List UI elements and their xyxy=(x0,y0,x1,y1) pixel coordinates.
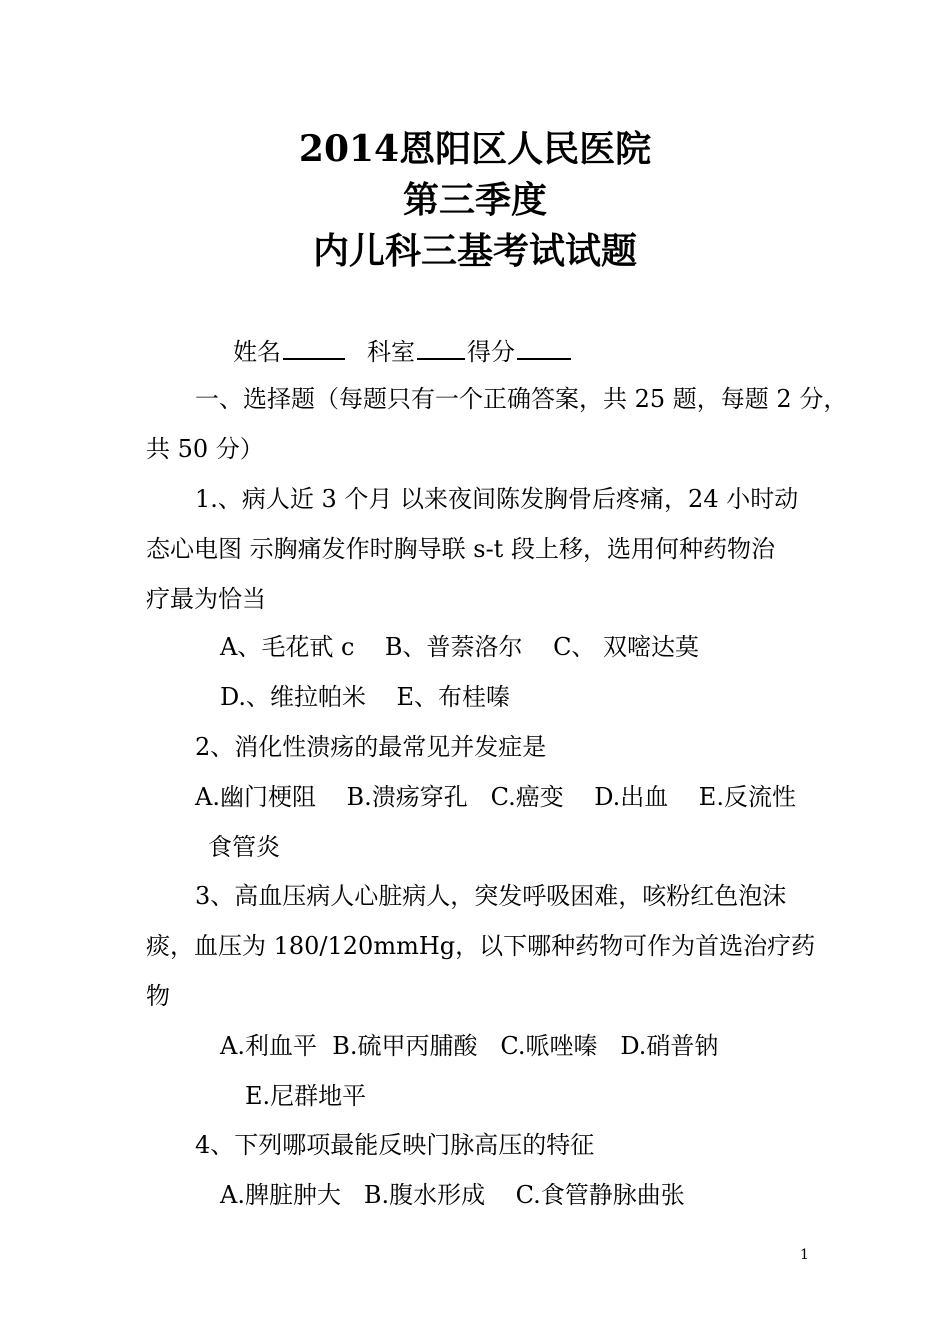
q1-stem-line1: 1.、病人近 3 个月 以来夜间陈发胸骨后疼痛，24 小时动 xyxy=(195,485,799,513)
q1-options-line1: A、毛花甙 c B、普萘洛尔 C、 双嘧达莫 xyxy=(220,633,700,661)
section-heading-line2: 共 50 分） xyxy=(146,435,264,463)
dept-label: 科室 xyxy=(367,338,415,366)
info-line xyxy=(233,336,573,367)
q3-options-line1: A.利血平 B.硫甲丙脯酸 C.哌唑嗪 D.硝普钠 xyxy=(220,1032,719,1060)
q1-stem-line2: 态心电图 示胸痛发作时胸导联 s-t 段上移，选用何种药物治 xyxy=(146,535,775,563)
page-number: 1 xyxy=(800,1247,809,1263)
q1-options-line2: D.、维拉帕米 E、布桂嗪 xyxy=(220,683,511,711)
q3-options-line2: E.尼群地平 xyxy=(245,1082,367,1110)
title-line-quarter: 第三季度 xyxy=(402,179,547,221)
section-heading-line1: 一、选择题（每题只有一个正确答案，共 25 题，每题 2 分， xyxy=(195,385,848,413)
name-label: 姓名 xyxy=(233,338,281,366)
q3-stem-line3: 物 xyxy=(146,982,170,1010)
q2-stem-line1: 2、消化性溃疡的最常见并发症是 xyxy=(195,733,547,761)
title-line-exam: 内儿科三基考试试题 xyxy=(312,230,637,272)
score-blank xyxy=(517,336,571,360)
q2-options-line2: 食管炎 xyxy=(208,833,280,861)
q3-stem-line2: 痰，血压为 180/120mmHg，以下哪种药物可作为首选治疗药 xyxy=(146,932,816,960)
name-blank xyxy=(283,336,345,360)
title-line-hospital: 2014恩阳区人民医院 xyxy=(298,128,652,170)
q4-options-line1: A.脾脏肿大 B.腹水形成 C.食管静脉曲张 xyxy=(220,1181,685,1209)
q1-stem-line3: 疗最为恰当 xyxy=(146,585,266,613)
score-label: 得分 xyxy=(467,338,515,366)
q4-stem-line1: 4、下列哪项最能反映门脉高压的特征 xyxy=(195,1131,595,1159)
q3-stem-line1: 3、高血压病人心脏病人，突发呼吸困难，咳粉红色泡沫 xyxy=(195,882,787,910)
dept-blank xyxy=(417,336,465,360)
q2-options-line1: A.幽门梗阻 B.溃疡穿孔 C.癌变 D.出血 E.反流性 xyxy=(195,783,796,811)
